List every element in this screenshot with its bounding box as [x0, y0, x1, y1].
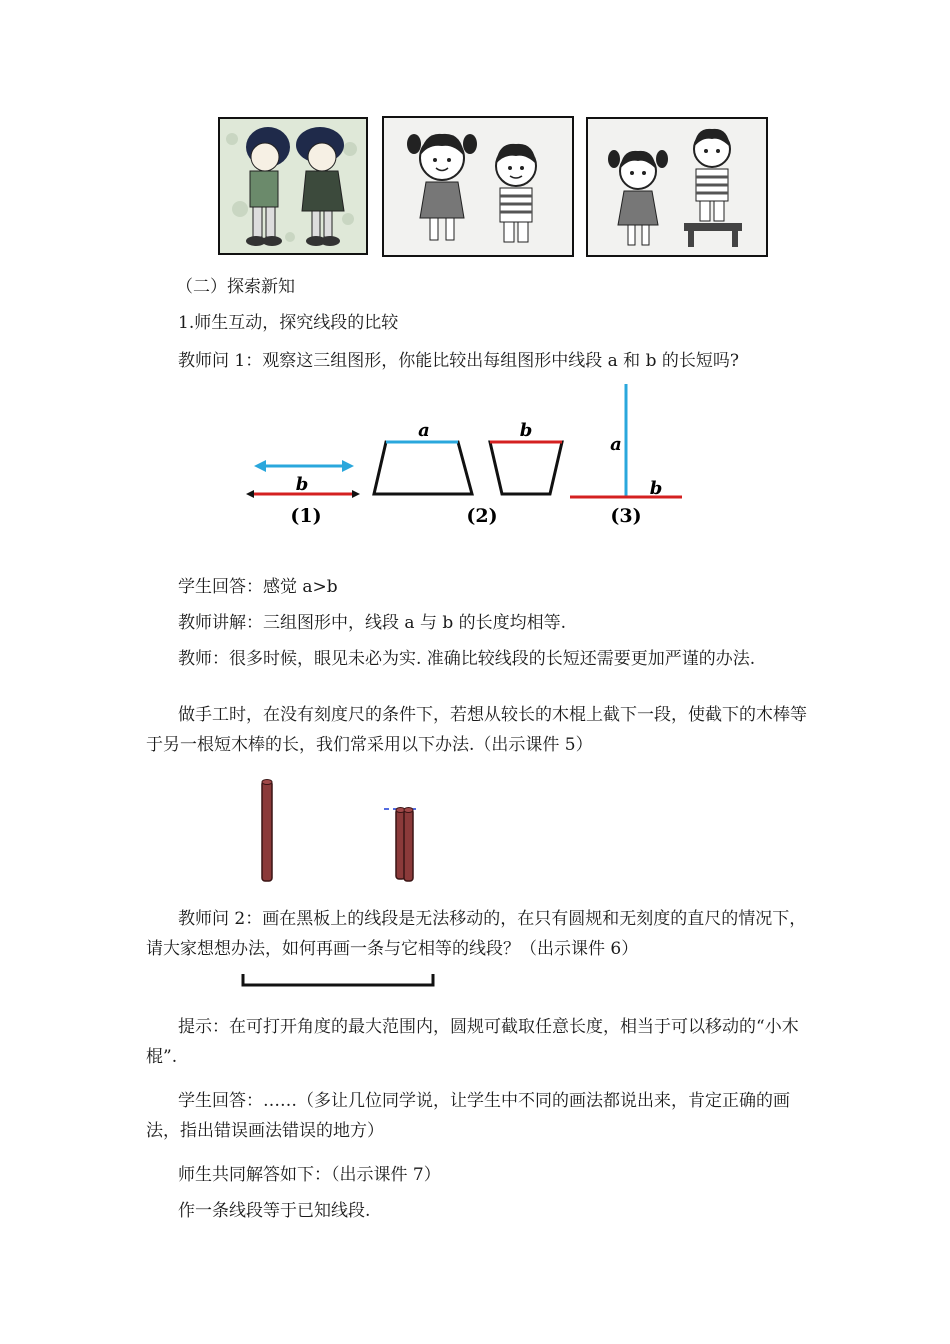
figure-3-a-label: a: [610, 434, 622, 455]
long-stick: [262, 780, 272, 882]
teacher-remark: 教师：很多时候，眼见未必为实. 准确比较线段的长短还需要更加严谨的办法.: [178, 649, 756, 669]
section-heading: （二）探索新知: [176, 277, 295, 297]
figure-2-caption: (2): [466, 505, 498, 527]
teacher-question-1: 教师问 1：观察这三组图形，你能比较出每组图形中线段 a 和 b 的长短吗?: [178, 351, 739, 371]
cartoon-frame-2: [382, 116, 574, 257]
figure-1-b-label: b: [295, 474, 309, 495]
handcraft-paragraph: 做手工时，在没有刻度尺的条件下，若想从较长的木棍上截下一段，使截下的木棒等于另一根短木棒的长，我们常采用以下办法.（出示课件 5）: [146, 705, 807, 755]
student-answer-2: 学生回答：……（多让几位同学说，让学生中不同的画法都说出来，肯定正确的画法，指出错误画法错误的地方）: [146, 1091, 790, 1141]
figure-3-caption: (3): [610, 505, 642, 527]
cartoon-boy-on-stool: [588, 119, 766, 255]
given-segment-bracket: [240, 972, 440, 992]
wooden-sticks-figure: [250, 775, 430, 885]
teacher-explanation: 教师讲解：三组图形中，线段 a 与 b 的长度均相等.: [178, 613, 567, 633]
figure-2: [374, 420, 562, 527]
teacher-question-2: 教师问 2：画在黑板上的线段是无法移动的，在只有圆规和无刻度的直尺的情况下，请大家想想办法，如何再画一条与它相等的线段？（出示课件 6）: [146, 909, 807, 959]
figure-1-caption: (1): [290, 505, 322, 527]
figure-3: [570, 384, 682, 527]
subheading: 1.师生互动，探究线段的比较: [178, 313, 399, 333]
figure-2-a-label: a: [418, 420, 430, 441]
cartoon-kids-back-to-back: [220, 119, 366, 253]
figure-2-b-label: b: [519, 420, 533, 441]
segment-comparison-figure: [240, 380, 700, 530]
joint-answer: 师生共同解答如下：（出示课件 7）: [178, 1165, 441, 1185]
stick-pair: [384, 808, 418, 882]
cartoon-girl-and-boy: [384, 118, 572, 255]
cartoon-frame-3: [586, 117, 768, 257]
figure-3-b-label: b: [649, 478, 663, 499]
construction-task: 作一条线段等于已知线段.: [178, 1201, 371, 1221]
figure-1: [246, 460, 360, 527]
cartoon-frame-1: [218, 117, 368, 255]
hint-paragraph: 提示：在可打开角度的最大范围内，圆规可截取任意长度，相当于可以移动的“小木棍”.: [146, 1017, 799, 1067]
student-answer-1: 学生回答：感觉 a>b: [178, 577, 338, 597]
